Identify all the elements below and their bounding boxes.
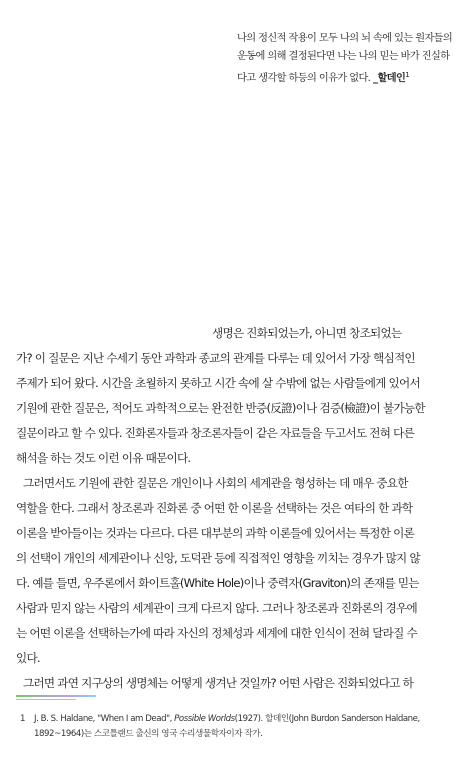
body-line: 는 어떤 이론을 선택하는가에 따라 자신의 정체성과 세계에 대한 인식이 전혀 달라질 수	[16, 626, 417, 640]
body-line: 주제가 되어 왔다. 시간을 초월하지 못하고 시간 속에 살 수밖에 없는 사람들에게 있어서	[16, 376, 420, 390]
footnote	[20, 712, 454, 742]
body-line: 사람과 믿지 않는 사람의 세계관이 크게 다르지 않다. 그러나 창조론과 진화론의 경우에	[16, 601, 417, 615]
body-line: 그러면서도 기원에 관한 질문은 개인이나 사회의 세계관을 형성하는 데 매우 중요한	[23, 476, 408, 490]
epigraph	[237, 30, 455, 88]
epigraph-line: 나의 정신적 작용이 모두 나의 뇌 속에 있는 원자들의	[237, 33, 453, 44]
body-line: 의 선택이 개인의 세계관이나 신앙, 도덕관 등에 직접적인 영향을 끼치는 경우가 많지 않	[16, 551, 420, 565]
footnote-reference[interactable]: 1	[405, 71, 410, 79]
body-line: 그러면 과연 지구상의 생명체는 어떻게 생겨난 것일까? 어떤 사람은 진화되었다고 하	[23, 676, 414, 690]
body-line: 해석을 하는 것도 이런 이유 때문이다.	[16, 451, 191, 465]
epigraph-line: 다고 생각할 하등의 이유가 없다.	[237, 73, 371, 84]
body-line: 질문이라고 할 수 있다. 진화론자들과 창조론자들이 같은 자료들을 두고서도 전혀 다른	[16, 426, 415, 440]
body-line: 있다.	[16, 651, 40, 665]
body-line: 기원에 관한 질문은, 적어도 과학적으로는 완전한 반증(反證)이나 검증(檢證)이 불가능한	[16, 401, 425, 415]
footnote-divider-accent	[16, 699, 76, 700]
footnote-divider	[16, 695, 96, 697]
footnote-number: 1	[20, 714, 26, 724]
epigraph-attribution: _할데인	[372, 73, 406, 84]
body-line: 가? 이 질문은 지난 수세기 동안 과학과 종교의 관계를 다루는 데 있어서 가장 핵심적인	[16, 351, 415, 365]
body-line: 생명은 진화되었는가, 아니면 창조되었는	[212, 326, 402, 340]
footnote-line-2: 1892~1964)는 스코틀랜드 출신의 영국 수리생물학자이자 작가.	[34, 729, 263, 739]
main-body-text	[16, 321, 456, 696]
footnote-citation-text: J. B. S. Haldane, "When I am Dead",	[34, 714, 175, 724]
body-line: 이론을 받아들이는 것과는 다르다. 다른 대부분의 과학 이론들에 있어서는 특정한 이론	[16, 526, 415, 540]
body-line: 다. 예를 들면, 우주론에서 화이트홀(White Hole)이나 중력자(Graviton)의 존재를 믿는	[16, 576, 419, 590]
footnote-line-1	[34, 712, 454, 727]
body-line: 역할을 한다. 그래서 창조론과 진화론 중 어떤 한 이론을 선택하는 것은 여타의 한 과학	[16, 501, 413, 515]
epigraph-line: 운동에 의해 결정된다면 나는 나의 믿는 바가 진실하	[237, 51, 450, 62]
footnote-citation-text: (1927). 할데인(John Burdon Sanderson Haldane,	[234, 714, 420, 724]
footnote-book-title: Possible Worlds	[174, 714, 235, 724]
